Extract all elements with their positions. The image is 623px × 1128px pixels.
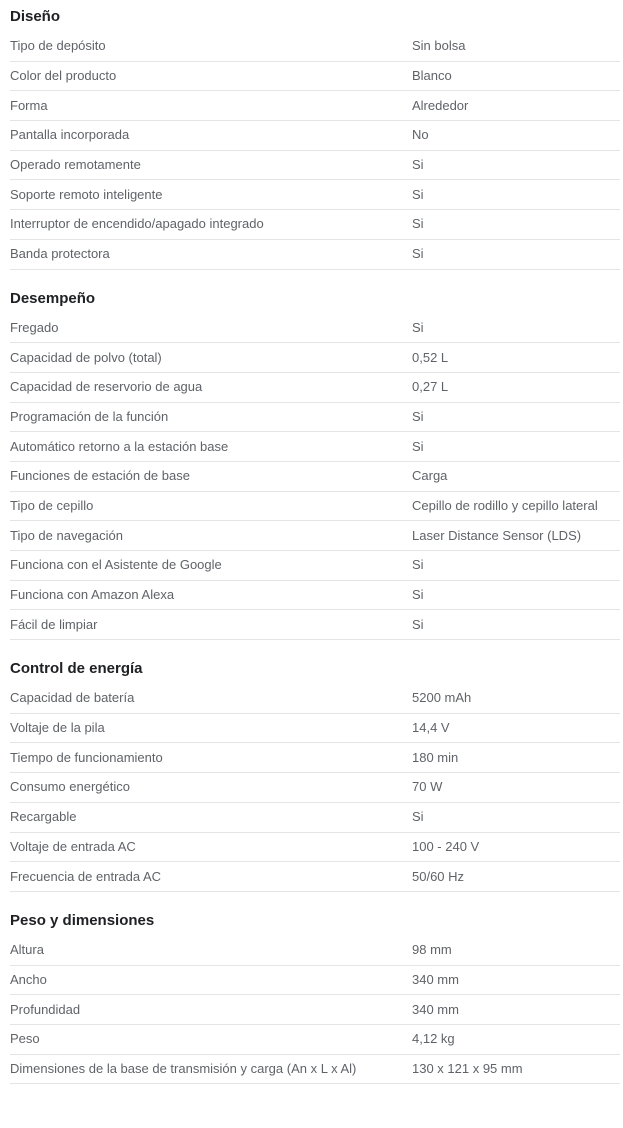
table-row <box>10 492 620 522</box>
spec-label: Color del producto <box>10 68 117 84</box>
spec-label: Ancho <box>10 971 47 987</box>
spec-label: Consumo energético <box>10 779 130 795</box>
table-row <box>10 62 620 92</box>
table-row <box>10 773 620 803</box>
table-row <box>10 121 620 151</box>
spec-label: Tipo de navegación <box>10 527 123 543</box>
table-row <box>10 833 620 863</box>
spec-label: Funciona con el Asistente de Google <box>10 557 222 573</box>
spec-value: Si <box>412 157 424 173</box>
table-row <box>10 432 620 462</box>
spec-label: Voltaje de la pila <box>10 720 105 736</box>
spec-value: Blanco <box>412 68 452 84</box>
spec-label: Soporte remoto inteligente <box>10 186 163 202</box>
spec-value: Si <box>412 246 424 262</box>
spec-label: Fácil de limpiar <box>10 616 98 632</box>
spec-value: 0,52 L <box>412 349 449 365</box>
spec-value: Carga <box>412 468 448 484</box>
spec-label: Recargable <box>10 809 77 825</box>
spec-label: Automático retorno a la estación base <box>10 438 229 454</box>
spec-label: Frecuencia de entrada AC <box>10 868 162 884</box>
spec-value: 70 W <box>412 779 443 795</box>
spec-section <box>0 0 623 270</box>
spec-value: 180 min <box>412 749 459 765</box>
section-rows <box>0 684 623 892</box>
spec-value: Cepillo de rodillo y cepillo lateral <box>412 497 598 513</box>
spec-label: Funciones de estación de base <box>10 468 190 484</box>
table-row <box>10 551 620 581</box>
table-row <box>10 91 620 121</box>
section-rows <box>0 936 623 1084</box>
table-row <box>10 462 620 492</box>
section-rows <box>0 32 623 270</box>
spec-value: No <box>412 127 429 143</box>
table-row <box>10 684 620 714</box>
spec-label: Peso <box>10 1031 40 1047</box>
table-row <box>10 210 620 240</box>
table-row <box>10 995 620 1025</box>
spec-label: Tipo de cepillo <box>10 497 94 513</box>
spec-label: Capacidad de batería <box>10 690 135 706</box>
spec-label: Capacidad de reservorio de agua <box>10 379 203 395</box>
spec-label: Dimensiones de la base de transmisión y carga (An x L x Al) <box>10 1060 357 1076</box>
spec-value: 4,12 kg <box>412 1031 455 1047</box>
table-row <box>10 714 620 744</box>
spec-value: 340 mm <box>412 1001 459 1017</box>
spec-value: 14,4 V <box>412 720 450 736</box>
table-row <box>10 151 620 181</box>
spec-value: Si <box>412 616 424 632</box>
table-row <box>10 1055 620 1085</box>
spec-label: Pantalla incorporada <box>10 127 130 143</box>
spec-value: Si <box>412 587 424 603</box>
spec-label: Interruptor de encendido/apagado integrado <box>10 216 264 232</box>
table-row <box>10 373 620 403</box>
table-row <box>10 521 620 551</box>
spec-value: 98 mm <box>412 942 452 958</box>
spec-value: Si <box>412 319 424 335</box>
section-title: Desempeño <box>10 289 96 307</box>
spec-label: Tiempo de funcionamiento <box>10 749 163 765</box>
section-title: Diseño <box>10 8 61 25</box>
spec-value: Si <box>412 809 424 825</box>
spec-value: Si <box>412 216 424 232</box>
table-row <box>10 803 620 833</box>
spec-label: Funciona con Amazon Alexa <box>10 587 175 603</box>
spec-label: Tipo de depósito <box>10 38 106 54</box>
spec-label: Programación de la función <box>10 408 169 424</box>
table-row <box>10 403 620 433</box>
spec-value: 50/60 Hz <box>412 868 465 884</box>
spec-section <box>0 892 623 1084</box>
spec-label: Voltaje de entrada AC <box>10 838 136 854</box>
section-rows <box>0 314 623 641</box>
spec-label: Forma <box>10 97 48 113</box>
table-row <box>10 343 620 373</box>
spec-section <box>0 270 623 641</box>
spec-label: Banda protectora <box>10 246 110 262</box>
spec-value: Sin bolsa <box>412 38 466 54</box>
spec-value: 0,27 L <box>412 379 449 395</box>
spec-label: Profundidad <box>10 1001 81 1017</box>
table-row <box>10 610 620 640</box>
spec-label: Fregado <box>10 319 59 335</box>
table-row <box>10 581 620 611</box>
spec-label: Capacidad de polvo (total) <box>10 349 162 365</box>
table-row <box>10 743 620 773</box>
spec-value: 130 x 121 x 95 mm <box>412 1060 523 1076</box>
spec-value: 340 mm <box>412 971 459 987</box>
section-title: Peso y dimensiones <box>10 911 155 929</box>
spec-value: Si <box>412 438 424 454</box>
table-row <box>10 180 620 210</box>
spec-value: Laser Distance Sensor (LDS) <box>412 527 582 543</box>
table-row <box>10 862 620 892</box>
section-title: Control de energía <box>10 660 143 678</box>
spec-label: Operado remotamente <box>10 157 141 173</box>
spec-value: 100 - 240 V <box>412 838 480 854</box>
table-row <box>10 966 620 996</box>
spec-value: Alrededor <box>412 97 469 113</box>
spec-value: 5200 mAh <box>412 690 472 706</box>
spec-label: Altura <box>10 942 44 958</box>
spec-value: Si <box>412 557 424 573</box>
spec-section <box>0 640 623 892</box>
spec-value: Si <box>412 186 424 202</box>
table-row <box>10 314 620 344</box>
table-row <box>10 32 620 62</box>
table-row <box>10 1025 620 1055</box>
spec-value: Si <box>412 408 424 424</box>
table-row <box>10 936 620 966</box>
table-row <box>10 240 620 270</box>
